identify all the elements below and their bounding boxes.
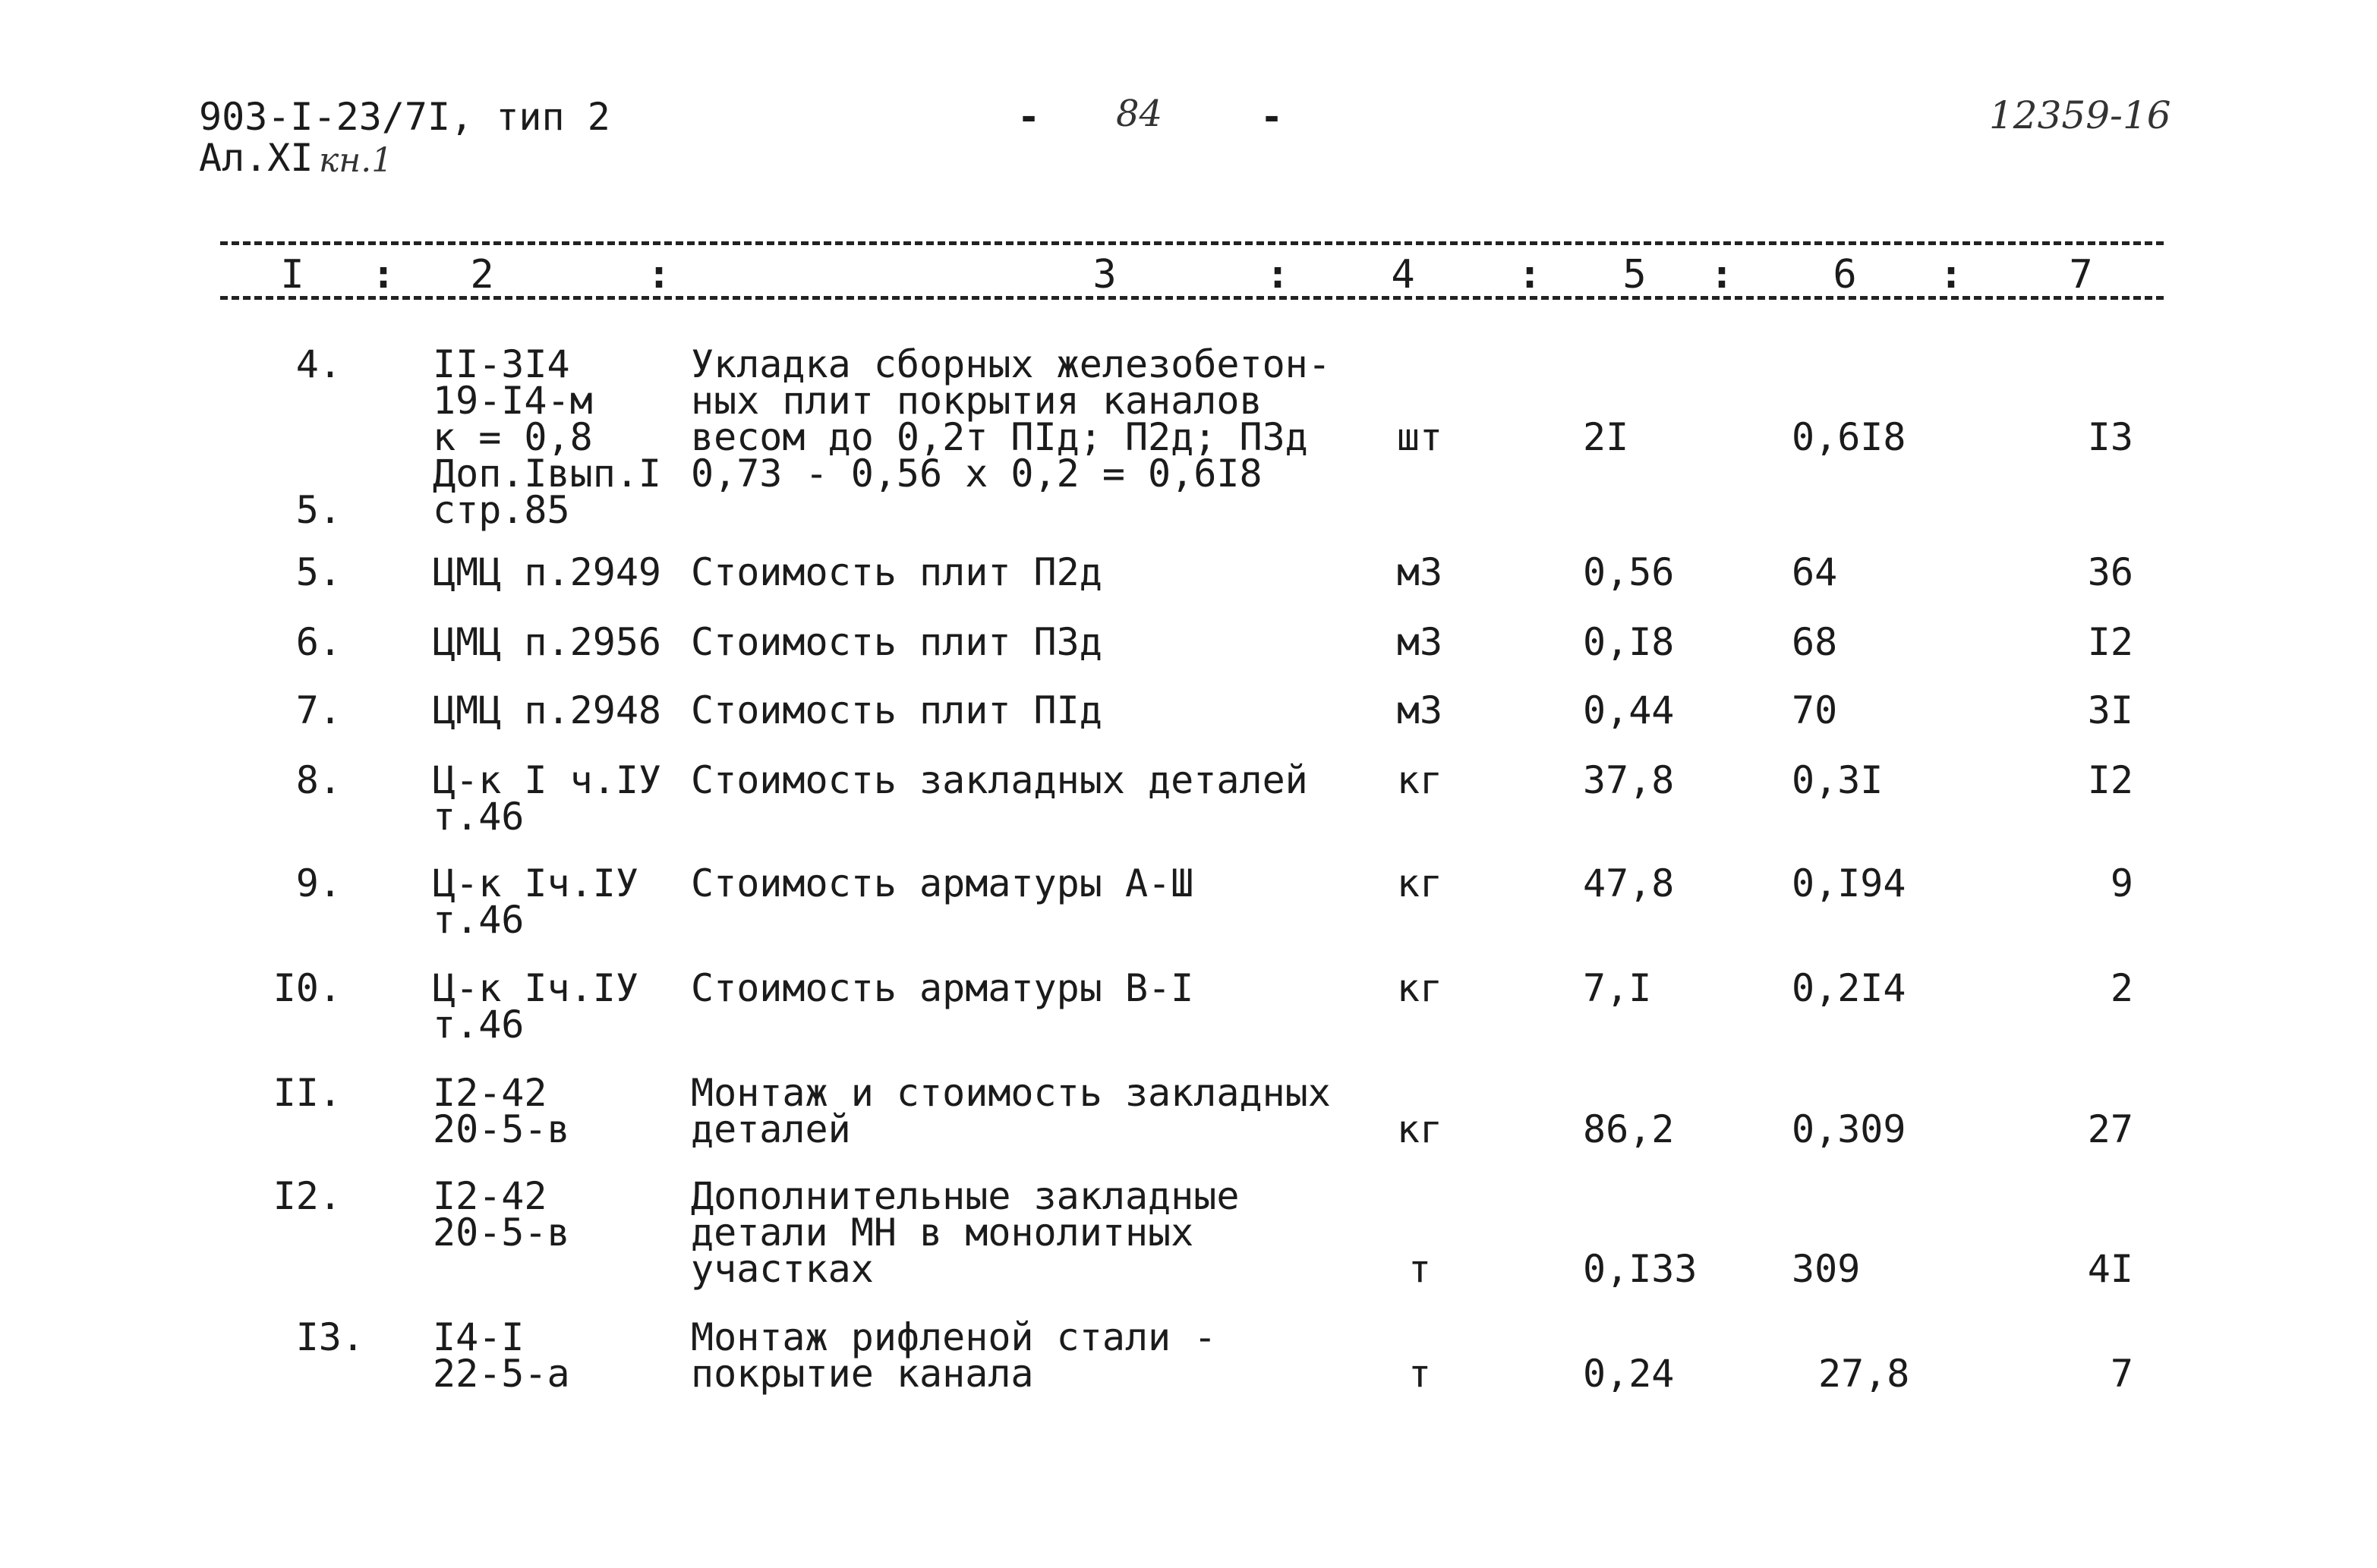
row-description: Монтаж рифленой стали - покрытие канала <box>691 1315 1217 1396</box>
row-code: II-3I4 19-I4-м к = 0,8 Доп.Iвып.I стр.85 <box>433 342 662 532</box>
row-number: I2. <box>273 1174 342 1218</box>
row-unit: кг <box>1396 861 1443 905</box>
row-code: ЦМЦ п.2956 <box>433 620 662 664</box>
row-code: Ц-к Iч.IУ т.46 <box>433 966 638 1047</box>
row-number: 4. 5. <box>295 342 342 532</box>
row-number: 6. <box>295 620 342 664</box>
row-quantity: 47,8 <box>1583 861 1675 905</box>
row-quantity: 0,I33 <box>1583 1247 1698 1291</box>
row-code: I4-I 22-5-а <box>433 1315 570 1396</box>
doc-code: 903-I-23/7I, тип 2 <box>199 95 610 139</box>
column-separator: : <box>1710 252 1734 298</box>
row-price: 0,6I8 <box>1792 415 1906 459</box>
row-quantity: 0,24 <box>1583 1352 1675 1396</box>
column-separator: : <box>1266 252 1290 298</box>
row-total: 4I <box>2087 1247 2133 1291</box>
column-number-1: I <box>280 252 304 298</box>
row-description: Стоимость плит П3д <box>691 620 1102 664</box>
row-total: I2 <box>2087 620 2133 664</box>
doc-id-handwritten: 12359-16 <box>1989 93 2171 137</box>
row-price: 309 <box>1792 1247 1861 1291</box>
row-description: Стоимость закладных деталей <box>691 758 1308 802</box>
column-separator: : <box>1518 252 1542 298</box>
row-quantity: 0,56 <box>1583 550 1675 594</box>
row-code: ЦМЦ п.2949 <box>433 550 662 594</box>
row-price: 27,8 <box>1818 1352 1910 1396</box>
row-total: 7 <box>2110 1352 2133 1396</box>
row-code: Ц-к Iч.IУ т.46 <box>433 861 638 942</box>
row-description: Стоимость плит ПIд <box>691 688 1102 732</box>
row-description: Укладка сборных железобетон- ных плит покрытия каналов весом до 0,2т ПIд; П2д; П3д 0,73 - 0,56 х 0,2 = 0,6I8 <box>691 342 1331 496</box>
row-description: Монтаж и стоимость закладных деталей <box>691 1071 1331 1151</box>
row-quantity: 2I <box>1583 415 1629 459</box>
row-quantity: 7,I <box>1583 966 1652 1010</box>
column-number-2: 2 <box>470 252 494 298</box>
row-number: II. <box>273 1071 342 1115</box>
row-number: I3. <box>295 1315 364 1359</box>
row-price: 0,3I <box>1792 758 1884 802</box>
row-unit: м3 <box>1396 620 1443 664</box>
row-number: I0. <box>273 966 342 1010</box>
row-code: Ц-к I ч.IУ т.46 <box>433 758 662 839</box>
column-number-3: 3 <box>1092 252 1117 298</box>
column-separator: : <box>1939 252 1963 298</box>
row-quantity: 0,I8 <box>1583 620 1675 664</box>
row-price: 0,I94 <box>1792 861 1906 905</box>
row-price: 64 <box>1792 550 1838 594</box>
row-total: 9 <box>2110 861 2133 905</box>
row-unit: кг <box>1396 1107 1443 1151</box>
column-number-5: 5 <box>1622 252 1647 298</box>
row-price: 68 <box>1792 620 1838 664</box>
row-unit: шт <box>1396 415 1443 459</box>
column-number-6: 6 <box>1833 252 1857 298</box>
row-unit: кг <box>1396 966 1443 1010</box>
row-unit: т <box>1408 1247 1432 1291</box>
table-top-rule <box>220 241 2164 245</box>
row-description: Дополнительные закладные детали МН в монолитных участках <box>691 1174 1240 1291</box>
row-unit: м3 <box>1396 550 1443 594</box>
row-total: 36 <box>2087 550 2133 594</box>
page-dash-right: - <box>1260 95 1284 139</box>
row-total: I3 <box>2087 415 2133 459</box>
album-label: Ал.XI <box>199 136 314 180</box>
row-price: 0,2I4 <box>1792 966 1906 1010</box>
row-price: 70 <box>1792 688 1838 732</box>
row-description: Стоимость арматуры А-Ш <box>691 861 1194 905</box>
row-number: 7. <box>295 688 342 732</box>
row-code: I2-42 20-5-в <box>433 1174 570 1255</box>
row-quantity: 86,2 <box>1583 1107 1675 1151</box>
row-code: ЦМЦ п.2948 <box>433 688 662 732</box>
row-description: Стоимость плит П2д <box>691 550 1102 594</box>
table-header-rule <box>220 296 2164 300</box>
page-number: 84 <box>1116 93 1163 135</box>
column-separator: : <box>371 252 396 298</box>
page-dash-left: - <box>1017 95 1041 139</box>
album-handwritten-note: кн.1 <box>319 141 393 180</box>
row-code: I2-42 20-5-в <box>433 1071 570 1151</box>
row-number: 5. <box>295 550 342 594</box>
column-number-7: 7 <box>2069 252 2093 298</box>
row-unit: м3 <box>1396 688 1443 732</box>
row-total: 27 <box>2087 1107 2133 1151</box>
row-unit: кг <box>1396 758 1443 802</box>
row-quantity: 37,8 <box>1583 758 1675 802</box>
column-separator: : <box>647 252 671 298</box>
row-price: 0,309 <box>1792 1107 1906 1151</box>
row-number: 8. <box>295 758 342 802</box>
row-number: 9. <box>295 861 342 905</box>
row-unit: т <box>1408 1352 1432 1396</box>
row-total: 3I <box>2087 688 2133 732</box>
row-quantity: 0,44 <box>1583 688 1675 732</box>
row-total: 2 <box>2110 966 2133 1010</box>
row-description: Стоимость арматуры В-I <box>691 966 1194 1010</box>
row-total: I2 <box>2087 758 2133 802</box>
column-number-4: 4 <box>1391 252 1415 298</box>
